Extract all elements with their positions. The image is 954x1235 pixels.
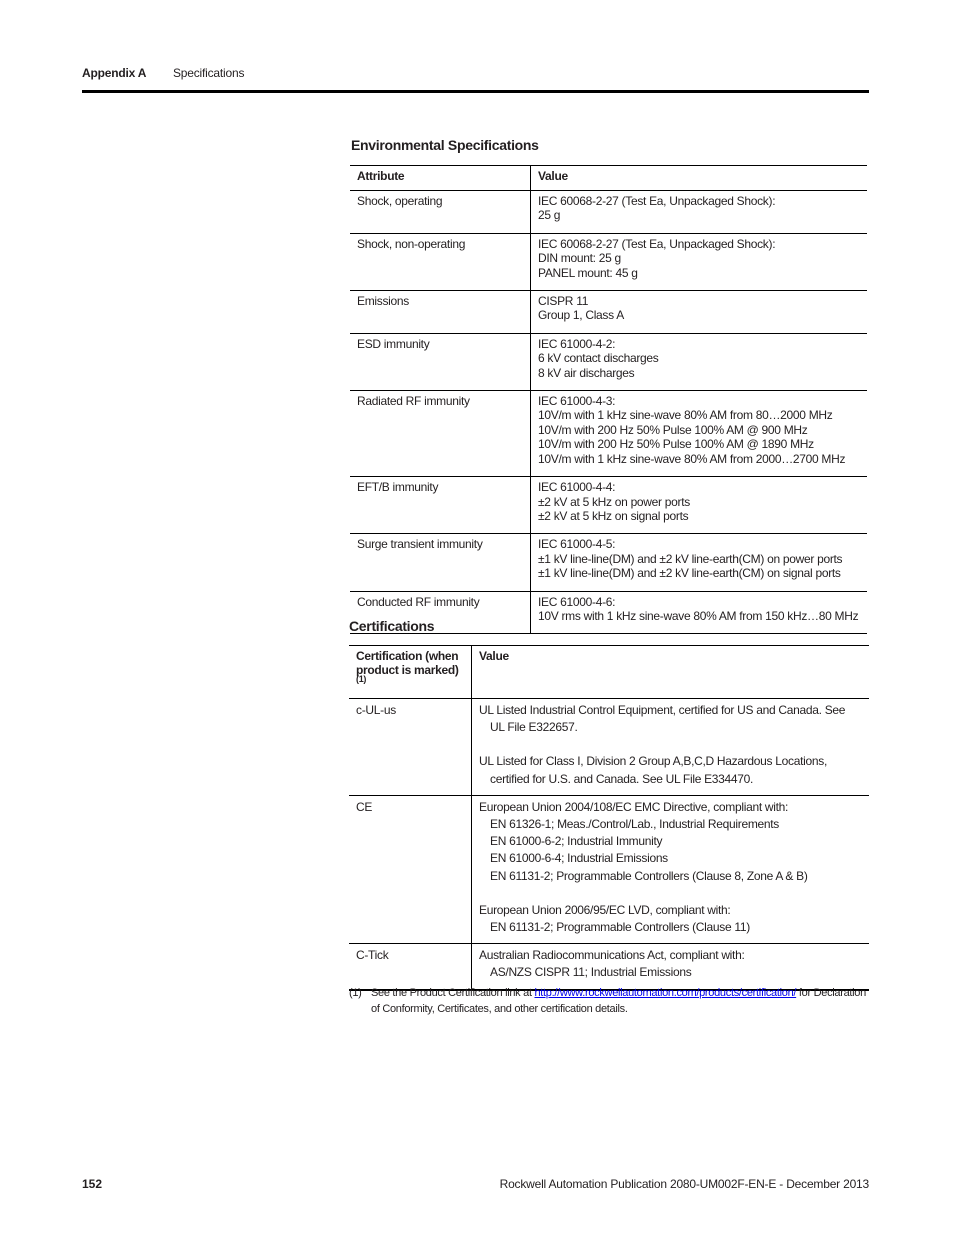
value-cell bbox=[531, 477, 868, 534]
footnote-text: See the Product Certification link at bbox=[371, 987, 535, 999]
column-header-certification bbox=[349, 646, 472, 699]
table-header-row bbox=[349, 646, 869, 699]
page-number: 152 bbox=[82, 1177, 103, 1191]
value-line: PANEL mount: 45 g bbox=[538, 265, 638, 280]
value-cell bbox=[531, 391, 868, 477]
attribute-cell: Shock, operating bbox=[350, 191, 531, 234]
value-line: IEC 61000-4-4: bbox=[538, 480, 616, 495]
value-line: DIN mount: 25 g bbox=[538, 251, 621, 266]
table-row bbox=[350, 534, 867, 591]
value-line: CISPR 11 bbox=[538, 294, 589, 309]
value-cell bbox=[531, 333, 868, 390]
cert-intro: European Union 2006/95/EC LVD, compliant with: bbox=[479, 902, 731, 917]
value-cell bbox=[531, 233, 868, 290]
table-row bbox=[349, 795, 869, 943]
value-line: Group 1, Class A bbox=[538, 308, 624, 323]
value-line: IEC 60068-2-27 (Test Ea, Unpackaged Shock): bbox=[538, 194, 776, 208]
value-line: IEC 61000-4-2: bbox=[538, 336, 616, 351]
value-line: IEC 61000-4-5: bbox=[538, 537, 616, 552]
footnote-reference: (1) bbox=[356, 674, 367, 684]
certification-column-label: Certification (when product is marked) bbox=[356, 649, 459, 677]
value-line: 10V/m with 200 Hz 50% Pulse 100% AM @ 900 MHz bbox=[538, 422, 808, 437]
attribute-cell: EFT/B immunity bbox=[350, 477, 531, 534]
table-row bbox=[350, 477, 867, 534]
certifications-title: Certifications bbox=[349, 618, 435, 634]
cert-paragraph: UL Listed for Class I, Division 2 Group A,B,C,D Hazardous Locations, certified for U.S. and Canada. See UL File E334470. bbox=[479, 754, 827, 786]
footnote-number: (1) bbox=[349, 987, 362, 999]
value-line: 10V/m with 1 kHz sine-wave 80% AM from 80…2000 MHz bbox=[538, 408, 833, 423]
cert-paragraph: UL Listed Industrial Control Equipment, certified for US and Canada. See UL File E322657. bbox=[479, 703, 846, 735]
value-line: ±2 kV at 5 kHz on signal ports bbox=[538, 508, 689, 523]
appendix-label: Appendix A bbox=[82, 66, 147, 80]
column-header-value: Value bbox=[472, 646, 870, 699]
cert-name: c-UL-us bbox=[349, 699, 472, 796]
attribute-cell: Shock, non-operating bbox=[350, 233, 531, 290]
publication-info: Rockwell Automation Publication 2080-UM002F-EN-E - December 2013 bbox=[499, 1177, 869, 1191]
table-row bbox=[349, 944, 869, 990]
table-row bbox=[350, 391, 867, 477]
value-line: 6 kV contact discharges bbox=[538, 351, 659, 366]
value-cell bbox=[531, 591, 868, 634]
page-header bbox=[82, 66, 869, 93]
cert-standard: EN 61000-6-2; Industrial Immunity bbox=[490, 834, 663, 849]
value-line: 10V/m with 200 Hz 50% Pulse 100% AM @ 1890 MHz bbox=[538, 437, 814, 452]
table-row bbox=[350, 291, 867, 334]
cert-standard: EN 61000-6-4; Industrial Emissions bbox=[490, 851, 668, 866]
value-cell bbox=[531, 191, 868, 234]
section-label: Specifications bbox=[173, 66, 245, 80]
value-cell bbox=[531, 534, 868, 591]
cert-standard: EN 61131-2; Programmable Controllers (Clause 11) bbox=[490, 920, 750, 935]
attribute-cell: Conducted RF immunity bbox=[350, 591, 531, 634]
value-line: ±1 kV line-line(DM) and ±2 kV line-earth(CM) on signal ports bbox=[538, 566, 841, 581]
certification-link[interactable]: http://www.rockwellautomation.com/products/certification/ bbox=[534, 987, 797, 999]
value-line: IEC 61000-4-3: bbox=[538, 394, 616, 409]
value-line: IEC 60068-2-27 (Test Ea, Unpackaged Shock): bbox=[538, 236, 776, 251]
value-line: 10V/m with 1 kHz sine-wave 80% AM from 2000…2700 MHz bbox=[538, 451, 846, 466]
value-line: 25 g bbox=[538, 208, 561, 223]
environmental-specs-table bbox=[350, 165, 867, 634]
attribute-cell: Radiated RF immunity bbox=[350, 391, 531, 477]
table-header-row bbox=[350, 166, 867, 191]
attribute-cell: Surge transient immunity bbox=[350, 534, 531, 591]
cert-value bbox=[472, 944, 870, 990]
value-line: ±1 kV line-line(DM) and ±2 kV line-earth(CM) on power ports bbox=[538, 551, 843, 566]
certifications-table bbox=[349, 645, 869, 991]
value-line: 8 kV air discharges bbox=[538, 365, 635, 380]
cert-intro: European Union 2004/108/EC EMC Directive, compliant with: bbox=[479, 799, 789, 814]
table-row bbox=[350, 233, 867, 290]
value-line: IEC 61000-4-6: bbox=[538, 594, 616, 609]
column-header-value: Value bbox=[531, 166, 868, 191]
cert-standard: AS/NZS CISPR 11; Industrial Emissions bbox=[490, 965, 692, 980]
table-row bbox=[350, 191, 867, 234]
cert-intro: Australian Radiocommunications Act, compliant with: bbox=[479, 948, 745, 963]
table-row bbox=[350, 333, 867, 390]
cert-standard: EN 61131-2; Programmable Controllers (Clause 8, Zone A & B) bbox=[490, 868, 808, 883]
cert-standard: EN 61326-1; Meas./Control/Lab., Industrial Requirements bbox=[490, 817, 779, 832]
value-line: 10V rms with 1 kHz sine-wave 80% AM from 150 kHz…80 MHz bbox=[538, 608, 859, 623]
column-header-attribute: Attribute bbox=[350, 166, 531, 191]
attribute-cell: ESD immunity bbox=[350, 333, 531, 390]
environmental-specs-title: Environmental Specifications bbox=[351, 137, 539, 153]
footnote bbox=[349, 985, 869, 1017]
cert-value bbox=[472, 795, 870, 943]
value-line: ±2 kV at 5 kHz on power ports bbox=[538, 494, 690, 509]
footnote-text: for Declaration of Conformity, Certificates, and other certification details. bbox=[371, 987, 866, 1015]
cert-name: C-Tick bbox=[349, 944, 472, 990]
cert-value bbox=[472, 699, 870, 796]
table-row bbox=[349, 699, 869, 796]
value-cell bbox=[531, 291, 868, 334]
cert-name: CE bbox=[349, 795, 472, 943]
attribute-cell: Emissions bbox=[350, 291, 531, 334]
